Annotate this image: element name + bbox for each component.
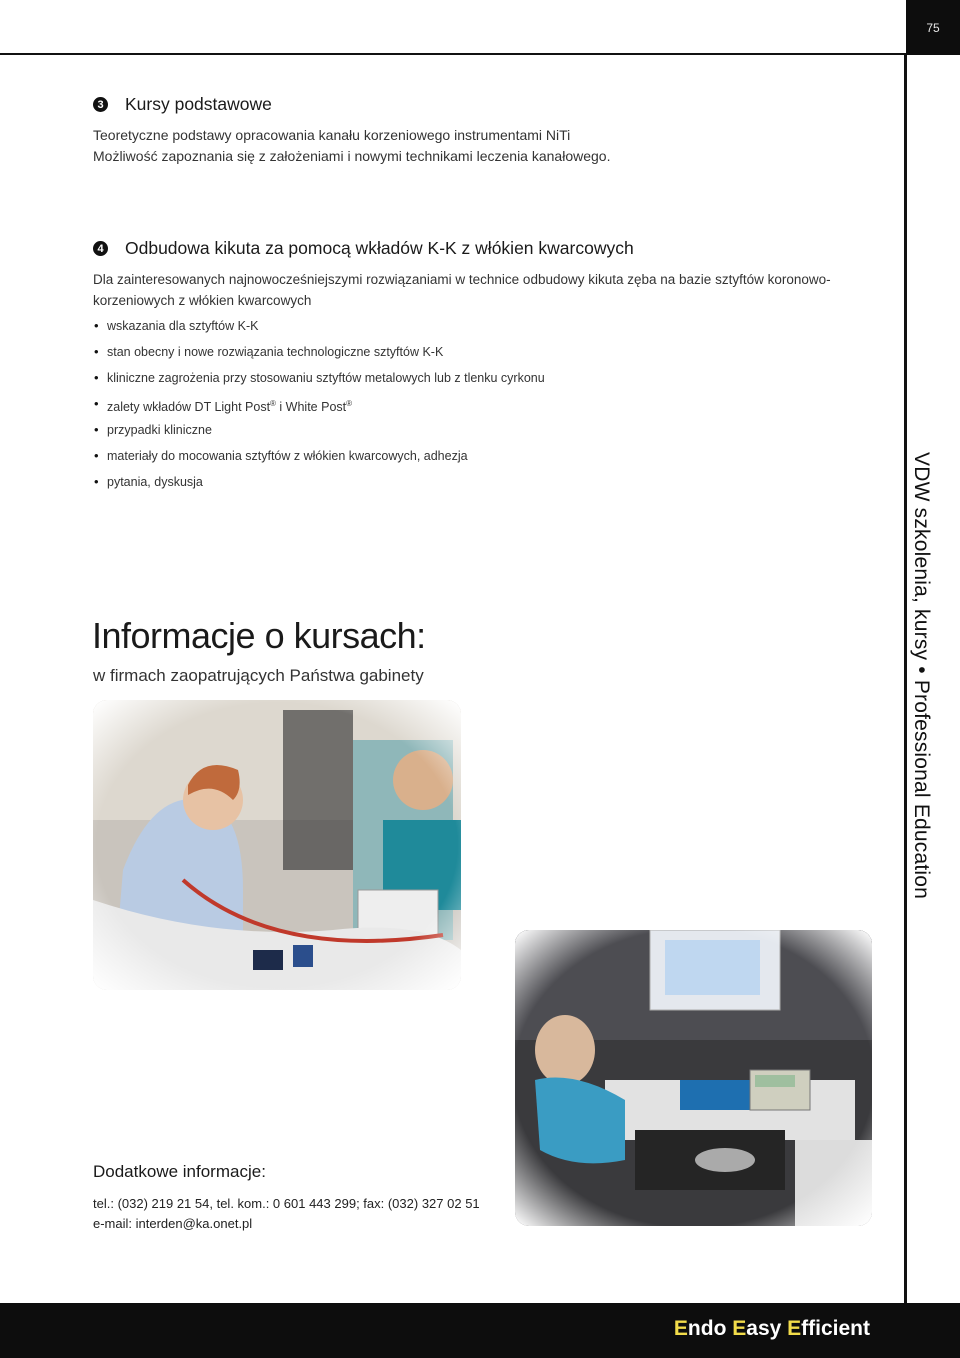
bullet-icon: • [94,344,99,359]
section-title [93,94,823,115]
contact-phone: tel.: (032) 219 21 54, tel. kom.: 0 601 443 299; fax: (032) 327 02 51 [93,1196,480,1211]
bullet-icon: • [94,474,99,489]
bullet-icon: • [94,318,99,333]
info-subheading: w firmach zaopatrujących Państwa gabinety [93,666,424,685]
topic-list [93,317,873,499]
bullet-icon: • [94,448,99,463]
section-title [93,238,873,259]
right-rule [904,53,907,1305]
section-number-badge: 4 [93,241,108,256]
contact-heading: Dodatkowe informacje: [93,1162,266,1181]
footer-slogan: Endo Easy Efficient [673,1317,870,1340]
bullet-icon: • [94,370,99,385]
section-post-restoration [93,238,873,499]
bullet-icon: • [94,396,99,411]
section-title-text: Kursy podstawowe [125,94,272,114]
course-photo-student [93,700,461,990]
top-rule [0,53,906,55]
sidebar-vertical-title: VDW szkolenia, kursy • Professional Education [910,452,933,900]
section-basic-courses [93,94,823,167]
registered-mark: ® [270,399,276,408]
contact-email: e-mail: interden@ka.onet.pl [93,1216,253,1231]
list-item: • stan obecny i nowe rozwiązania technologiczne sztyftów K-K [94,344,444,359]
footer-bar [0,1303,960,1358]
section-title-text: Odbudowa kikuta za pomocą wkładów K-K z włókien kwarcowych [125,238,634,258]
bullet-icon: • [94,422,99,437]
list-item: • przypadki kliniczne [94,422,212,437]
intro-line: Dla zainteresowanych najnowocześniejszymi rozwiązaniami w technice odbudowy kikuta zęba na bazie sztyftów koronowo- [93,272,831,287]
list-item: • kliniczne zagrożenia przy stosowaniu sztyftów metalowych lub z tlenku cyrkonu [94,370,545,385]
section-body [93,125,823,167]
intro-line: korzeniowych z włókien kwarcowych [93,293,312,308]
body-line: Możliwość zapoznania się z założeniami i nowymi technikami leczenia kanałowego. [93,148,611,164]
registered-mark: ® [346,399,353,408]
info-heading: Informacje o kursach: [92,615,426,656]
body-line: Teoretyczne podstawy opracowania kanału korzeniowego instrumentami NiTi [93,127,571,143]
page-number: 75 [906,0,960,55]
list-item: • wskazania dla sztyftów K-K [94,318,259,333]
section-number-badge: 3 [93,97,108,112]
list-item: • pytania, dyskusja [94,474,203,489]
course-photo-phantom [515,930,872,1226]
list-item: • materiały do mocowania sztyftów z włókien kwarcowych, adhezja [94,448,468,463]
section-intro [93,269,873,311]
list-item: • zalety wkładów DT Light Post® i White Post® [94,396,353,415]
